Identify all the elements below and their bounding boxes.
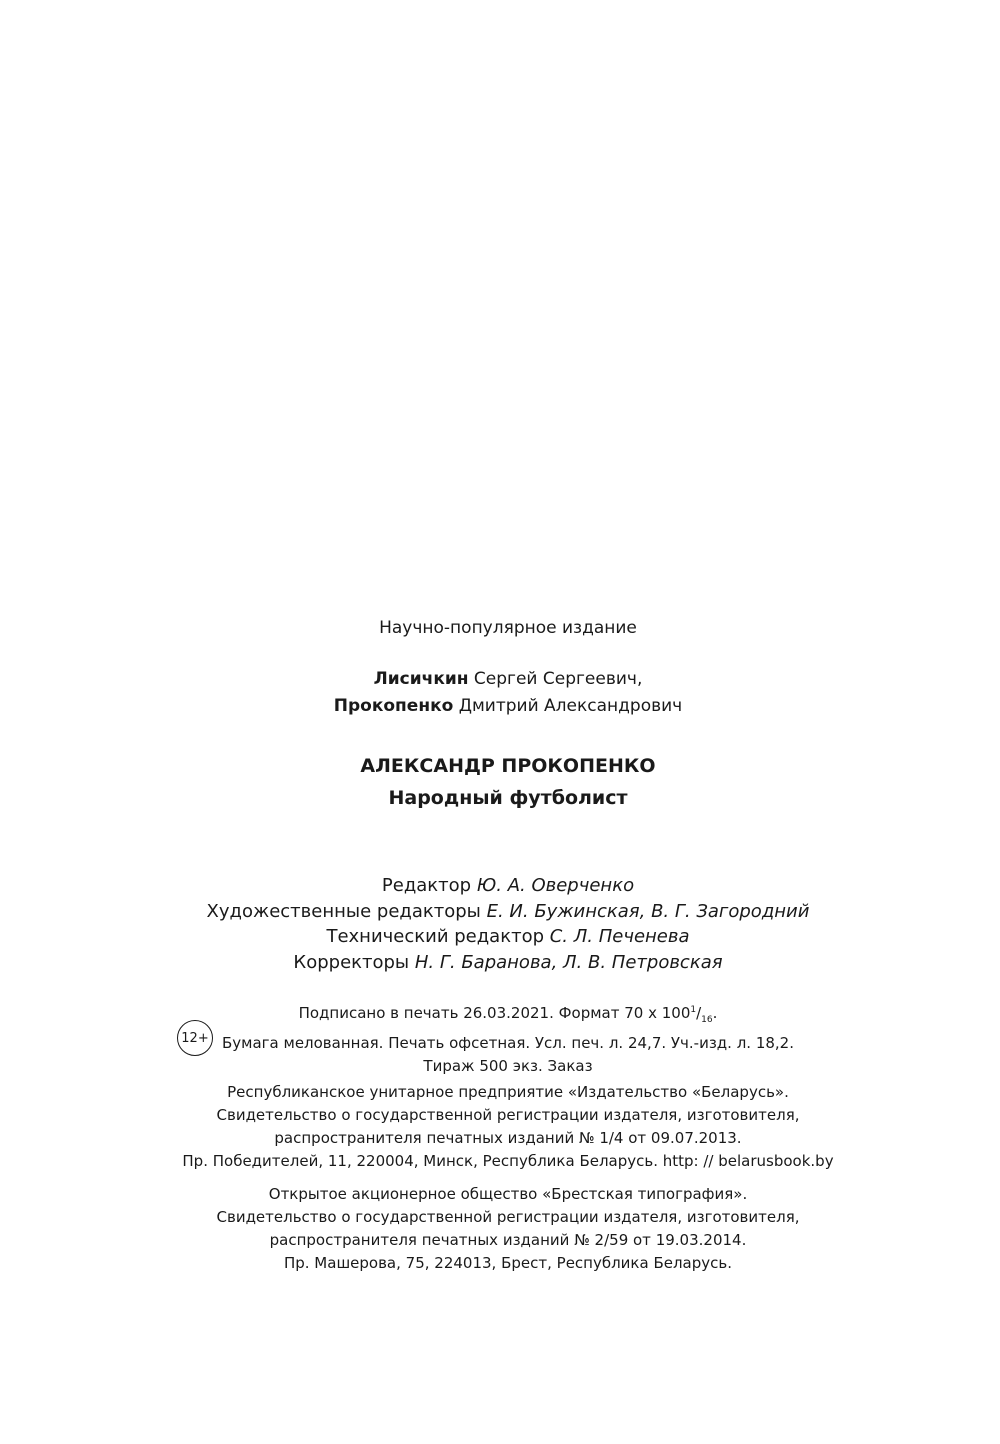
- staff-role: Художественные редакторы: [206, 900, 487, 922]
- staff-line: [100, 873, 916, 899]
- printer-line: Свидетельство о государственной регистрации издателя, изготовителя,: [216, 1208, 800, 1226]
- print-details-line: [100, 999, 916, 1032]
- format-period: .: [712, 1004, 718, 1022]
- staff-role: Корректоры: [293, 951, 415, 973]
- publisher-line: Свидетельство о государственной регистрации издателя, изготовителя,: [216, 1106, 800, 1124]
- author-given-names: Дмитрий Александрович: [453, 696, 683, 716]
- format-slash: /: [696, 1004, 702, 1022]
- book-subtitle: Народный футболист: [388, 787, 628, 809]
- author-line: [100, 666, 916, 693]
- printer-line: Пр. Машерова, 75, 224013, Брест, Республика Беларусь.: [283, 1254, 733, 1272]
- age-rating-text: 12+: [181, 1030, 209, 1046]
- edition-type-text: Научно-популярное издание: [379, 618, 637, 638]
- printer-line: Открытое акционерное общество «Брестская типография».: [268, 1185, 748, 1203]
- author-surname: Прокопенко: [333, 696, 454, 716]
- print-signed-format: Подписано в печать 26.03.2021. Формат 70 x 100: [298, 1004, 691, 1022]
- author-surname: Лисичкин: [373, 669, 469, 689]
- print-details-line: Тираж 500 экз. Заказ: [423, 1057, 593, 1075]
- staff-role: Редактор: [381, 875, 477, 896]
- print-details-line: Бумага мелованная. Печать офсетная. Усл. печ. л. 24,7. Уч.-изд. л. 18,2.: [221, 1034, 794, 1052]
- printer-line: распространителя печатных изданий № 2/59 от 19.03.2014.: [269, 1231, 747, 1249]
- edition-type: [100, 616, 916, 640]
- print-details: [100, 999, 916, 1078]
- editorial-staff: [100, 873, 916, 975]
- book-title: АЛЕКСАНДР ПРОКОПЕНКО: [360, 755, 656, 777]
- staff-names: С. Л. Печенева: [549, 926, 690, 947]
- staff-line: [100, 899, 916, 925]
- publisher-info: [100, 1081, 916, 1173]
- staff-line: [100, 950, 916, 976]
- publisher-line: Пр. Победителей, 11, 220004, Минск, Республика Беларусь. http: // belarusbook.by: [182, 1152, 834, 1170]
- publisher-line: распространителя печатных изданий № 1/4 от 09.07.2013.: [274, 1129, 742, 1147]
- staff-role: Технический редактор: [326, 926, 550, 947]
- format-denominator: 16: [701, 1015, 713, 1025]
- staff-names: Ю. А. Оверченко: [476, 875, 635, 896]
- format-numerator: 1: [690, 1005, 697, 1015]
- staff-names: Е. И. Бужинская, В. Г. Загородний: [486, 900, 810, 922]
- staff-names: Н. Г. Баранова, Л. В. Петровская: [414, 951, 723, 973]
- book-title-block: [100, 750, 916, 814]
- printer-info: [100, 1183, 916, 1275]
- publisher-line: Республиканское унитарное предприятие «Издательство «Беларусь».: [227, 1083, 789, 1101]
- author-line: [100, 693, 916, 720]
- author-given-names: Сергей Сергеевич,: [468, 669, 643, 689]
- authors: [100, 666, 916, 720]
- staff-line: [100, 924, 916, 950]
